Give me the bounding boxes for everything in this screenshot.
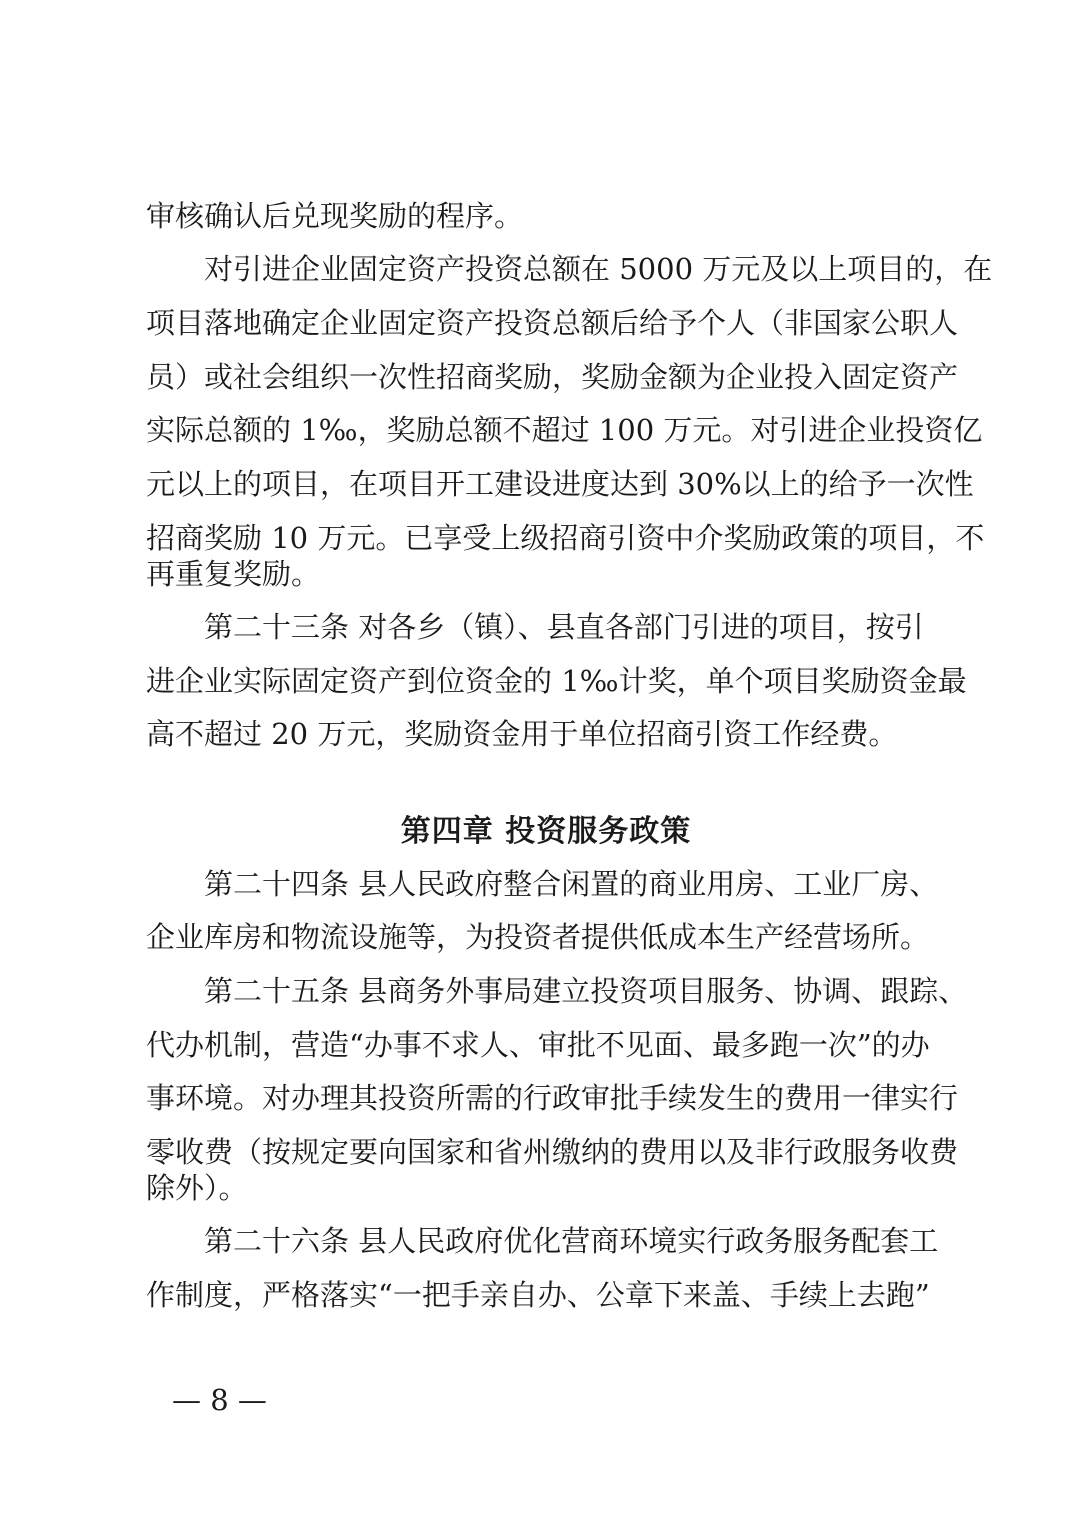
body-line: 元以上的项目，在项目开工建设进度达到 30%以上的给予一次性 [146,467,974,501]
body-line: 企业库房和物流设施等，为投资者提供低成本生产经营场所。 [146,920,930,954]
body-line: 除外）。 [146,1171,248,1205]
article-line: 第二十五条 县商务外事局建立投资项目服务、协调、跟踪、 [204,974,968,1008]
article-line: 第二十四条 县人民政府整合闲置的商业用房、工业厂房、 [204,867,939,901]
body-line: 进企业实际固定资产到位资金的 1‰计奖，单个项目奖励资金最 [146,664,967,698]
body-line: 零收费（按规定要向国家和省州缴纳的费用以及非行政服务收费 [146,1135,959,1169]
body-line: 员）或社会组织一次性招商奖励，奖励金额为企业投入固定资产 [146,360,959,394]
body-line: 审核确认后兑现奖励的程序。 [146,199,524,233]
body-line: 高不超过 20 万元，奖励资金用于单位招商引资工作经费。 [146,717,898,751]
body-line: 事环境。对办理其投资所需的行政审批手续发生的费用一律实行 [146,1081,959,1115]
body-line: 对引进企业固定资产投资总额在 5000 万元及以上项目的，在 [204,252,993,286]
page-number: — 8 — [172,1383,267,1417]
body-line: 招商奖励 10 万元。已享受上级招商引资中介奖励政策的项目，不 [146,521,985,555]
article-line: 第二十三条 对各乡（镇）、县直各部门引进的项目，按引 [204,610,924,644]
article-line: 第二十六条 县人民政府优化营商环境实行政务服务配套工 [204,1224,939,1258]
body-line: 作制度，严格落实“一把手亲自办、公章下来盖、手续上去跑” [146,1278,930,1312]
chapter-title: 第四章 投资服务政策 [400,814,692,849]
body-line: 项目落地确定企业固定资产投资总额后给予个人（非国家公职人 [146,306,959,340]
body-line: 再重复奖励。 [146,557,321,591]
body-line: 实际总额的 1‰，奖励总额不超过 100 万元。对引进企业投资亿 [146,413,983,447]
body-line: 代办机制，营造“办事不求人、审批不见面、最多跑一次”的办 [146,1028,930,1062]
